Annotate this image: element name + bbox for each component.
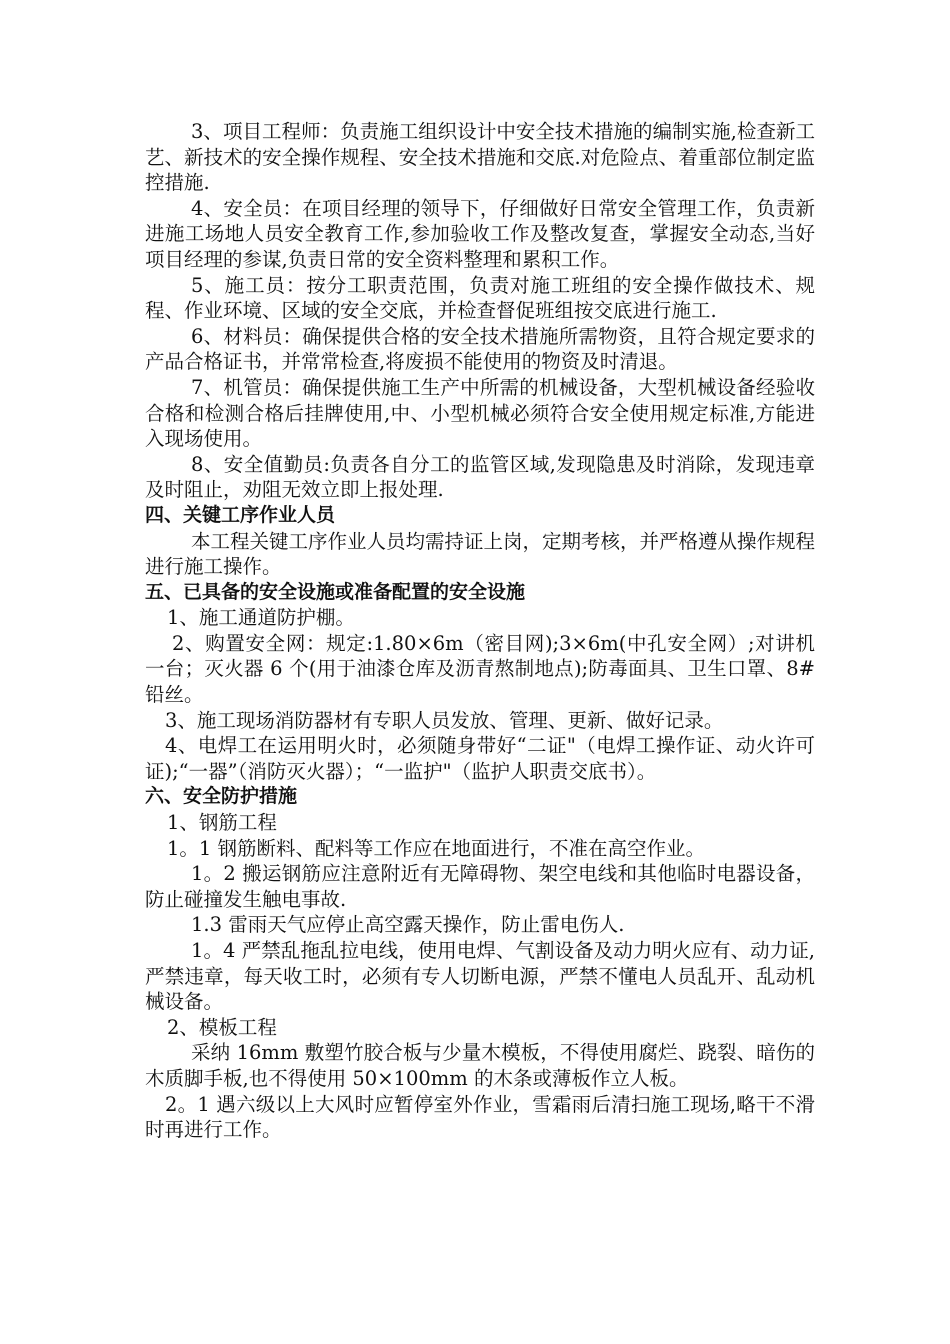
list-item-protection-shed: 1、施工通道防护棚。 (167, 606, 355, 630)
paragraph-rebar-1-1: 1。1 钢筋断料、配料等工作应在地面进行，不准在高空作业。 (167, 836, 706, 860)
paragraph-key-process-body: 本工程关键工序作业人员均需持证上岗，定期考核，并严格遵从操作规程进行施工操作。 (145, 529, 816, 579)
subheading-rebar-works: 1、钢筋工程 (167, 811, 277, 835)
paragraph-construction-worker: 5、施工员：按分工职责范围，负责对施工班组的安全操作做技术、规程、作业环境、区域的安全交底，并检查督促班组按交底进行施工. (145, 273, 815, 323)
section-heading-safety-facilities: 五、已具备的安全设施或准备配置的安全设施 (145, 580, 526, 603)
subheading-formwork: 2、模板工程 (167, 1015, 277, 1039)
paragraph-project-engineer: 3、项目工程师：负责施工组织设计中安全技术措施的编制实施,检查新工艺、新技术的安全操作规程、安全技术措施和交底.对危险点、着重部位制定监控措施. (145, 120, 815, 195)
paragraph-rebar-1-4: 1。4 严禁乱拖乱拉电线，使用电焊、气割设备及动力明火应有、动力证,严禁违章，每天收工时，必须有专人切断电源，严禁不懂电人员乱开、乱动机械设备。 (145, 939, 815, 1014)
paragraph-formwork-2-1: 2。1 遇六级以上大风时应暂停室外作业，雪霜雨后清扫施工现场,略干不滑时再进行工作。 (145, 1092, 815, 1142)
document-page (145, 119, 815, 1143)
list-item-safety-net: 2、购置安全网：规定:1.80×6m（密目网);3×6m(中孔安全网）;对讲机一台；灭火器 6 个(用于油漆仓库及沥青熬制地点);防毒面具、卫生口罩、8#铅丝。 (145, 631, 815, 707)
section-heading-key-process: 四、关键工序作业人员 (145, 503, 336, 526)
paragraph-machine-manager: 7、机管员：确保提供施工生产中所需的机械设备，大型机械设备经验收合格和检测合格后挂牌使用,中、小型机械必须符合安全使用规定标准,方能进入现场使用。 (145, 375, 815, 451)
section-heading-protection-measures: 六、安全防护措施 (145, 785, 298, 808)
paragraph-material-officer: 6、材料员：确保提供合格的安全技术措施所需物资，且符合规定要求的产品合格证书，并常常检查,将废损不能使用的物资及时清退。 (145, 324, 815, 374)
list-item-fire-equipment: 3、施工现场消防器材有专职人员发放、管理、更新、做好记录。 (165, 708, 724, 732)
paragraph-safety-officer: 4、安全员：在项目经理的领导下，仔细做好日常安全管理工作，负责新进施工场地人员安全教育工作,参加验收工作及整改复查，掌握安全动态,当好项目经理的参谋,负责日常的安全资料整理和累积工作。 (145, 196, 815, 271)
paragraph-safety-duty-officer: 8、安全值勤员:负责各自分工的监管区域,发现隐患及时消除，发现违章及时阻止，劝阻无效立即上报处理. (145, 452, 815, 502)
paragraph-rebar-1-2: 1。2 搬运钢筋应注意附近有无障碍物、架空电线和其他临时电器设备，防止碰撞发生触电事故. (145, 862, 815, 911)
paragraph-formwork-body: 采纳 16mm 敷塑竹胶合板与少量木模板，不得使用腐烂、跷裂、暗伤的木质脚手板,也不得使用 50×100mm 的木条或薄板作立人板。 (145, 1041, 815, 1090)
paragraph-rebar-1-3: 1.3 雷雨天气应停止高空露天操作，防止雷电伤人. (191, 913, 625, 937)
list-item-welder-open-fire: 4、电焊工在运用明火时，必须随身带好“二证"（电焊工操作证、动火许可证);“一器”（消防灭火器）；“一监护"（监护人职责交底书）。 (145, 734, 815, 783)
